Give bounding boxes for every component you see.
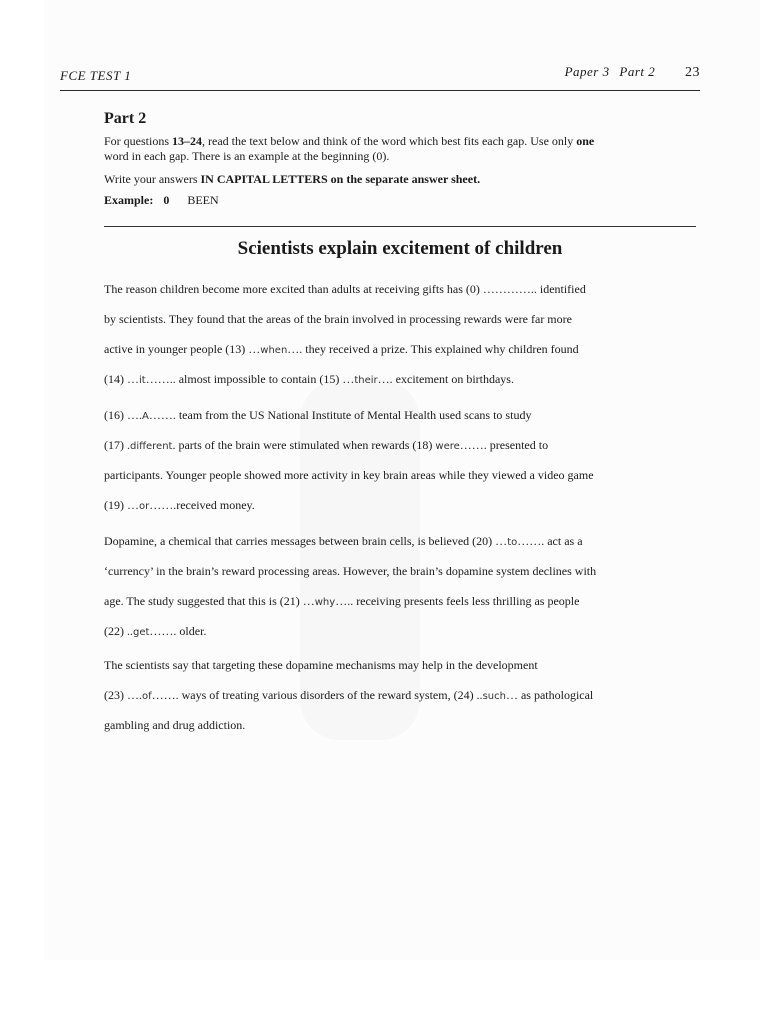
example-line	[104, 193, 219, 208]
text-segment: (22) ..	[104, 624, 133, 638]
handwritten-answer-18: were	[435, 441, 460, 452]
text-line: gambling and drug addiction.	[104, 718, 246, 732]
paper-label: Paper 3	[564, 64, 610, 79]
text-segment: … as pathological	[505, 688, 594, 702]
text-segment: (19) …	[104, 498, 139, 512]
instr-range: 13–24	[172, 134, 203, 148]
text-segment: ……. older.	[149, 624, 207, 638]
handwritten-answer-13: when	[260, 345, 288, 356]
instr-text: word in each gap. There is an example at the beginning (0).	[104, 149, 390, 163]
part-title: Part 2	[104, 110, 147, 127]
text-line	[104, 438, 548, 453]
page-header	[60, 64, 700, 84]
text-segment: (23) ….	[104, 688, 142, 702]
part-label: Part 2	[619, 64, 656, 79]
text-segment: (17) .	[104, 438, 130, 452]
text-line	[104, 594, 579, 609]
handwritten-answer-24: such	[482, 691, 506, 702]
handwritten-answer-14: it	[139, 375, 146, 386]
text-segment: ……. presented to	[459, 438, 549, 452]
text-segment: (16) ….	[104, 408, 142, 422]
text-line	[104, 498, 255, 513]
text-line	[104, 408, 531, 423]
test-title: FCE TEST 1	[60, 68, 132, 83]
example-number: 0	[163, 193, 170, 207]
text-line	[104, 688, 593, 703]
handwritten-answer-21: why	[314, 597, 336, 608]
text-segment: Dopamine, a chemical that carries messages between brain cells, is believed (20) …	[104, 534, 508, 548]
text-line	[104, 624, 206, 639]
answer-instructions	[104, 172, 694, 187]
header-rule	[60, 90, 700, 91]
text-segment: ……. ways of treating various disorders of the reward system, (24) ..	[151, 688, 483, 702]
example-label: Example:	[104, 193, 154, 207]
text-segment: . parts of the brain were stimulated when rewards (18)	[172, 438, 436, 452]
text-line	[104, 372, 514, 387]
header-right	[559, 64, 700, 81]
handwritten-answer-22: get	[133, 627, 150, 638]
text-segment: (14) …	[104, 372, 139, 386]
instr-emphasis: IN CAPITAL LETTERS on the separate answer sheet.	[200, 172, 481, 186]
text-line	[104, 534, 583, 549]
text-line: The reason children become more excited than adults at receiving gifts has (0) ………….. identified	[104, 282, 586, 296]
text-segment: …. they received a prize. This explained why children found	[287, 342, 579, 356]
show-through-stain	[300, 380, 420, 740]
instructions	[104, 134, 694, 164]
handwritten-answer-15: their	[354, 375, 378, 386]
example-answer: BEEN	[187, 193, 219, 207]
handwritten-answer-16: A	[142, 411, 149, 422]
text-segment: age. The study suggested that this is (21) …	[104, 594, 315, 608]
handwritten-answer-17: different	[130, 441, 173, 452]
text-line	[104, 342, 579, 357]
instr-emphasis: one	[576, 134, 595, 148]
text-line: ‘currency’ in the brain’s reward processing areas. However, the brain’s dopamine system declines with	[104, 564, 597, 578]
handwritten-answer-19: or	[139, 501, 150, 512]
text-segment: …….. almost impossible to contain (15) …	[145, 372, 355, 386]
instr-text: Write your answers	[104, 172, 201, 186]
instr-text: For questions	[104, 134, 173, 148]
section-rule	[104, 226, 696, 227]
text-line: by scientists. They found that the areas of the brain involved in processing rewards were far more	[104, 312, 572, 326]
page-number: 23	[685, 65, 700, 80]
text-title: Scientists explain excitement of children	[237, 238, 563, 259]
text-line: participants. Younger people showed more activity in key brain areas while they viewed a video game	[104, 468, 594, 482]
text-line: The scientists say that targeting these dopamine mechanisms may help in the development	[104, 658, 538, 672]
handwritten-answer-23: of	[142, 691, 152, 702]
instr-text: , read the text below and think of the word which best fits each gap. Use only	[202, 134, 577, 148]
text-segment: …. excitement on birthdays.	[377, 372, 514, 386]
text-segment: ….. receiving presents feels less thrilling as people	[335, 594, 580, 608]
text-segment: ……. team from the US National Institute of Mental Health used scans to study	[148, 408, 532, 422]
text-segment: active in younger people (13) …	[104, 342, 261, 356]
text-segment: …….received money.	[149, 498, 255, 512]
text-segment: ……. act as a	[517, 534, 583, 548]
handwritten-answer-20: to	[507, 537, 518, 548]
